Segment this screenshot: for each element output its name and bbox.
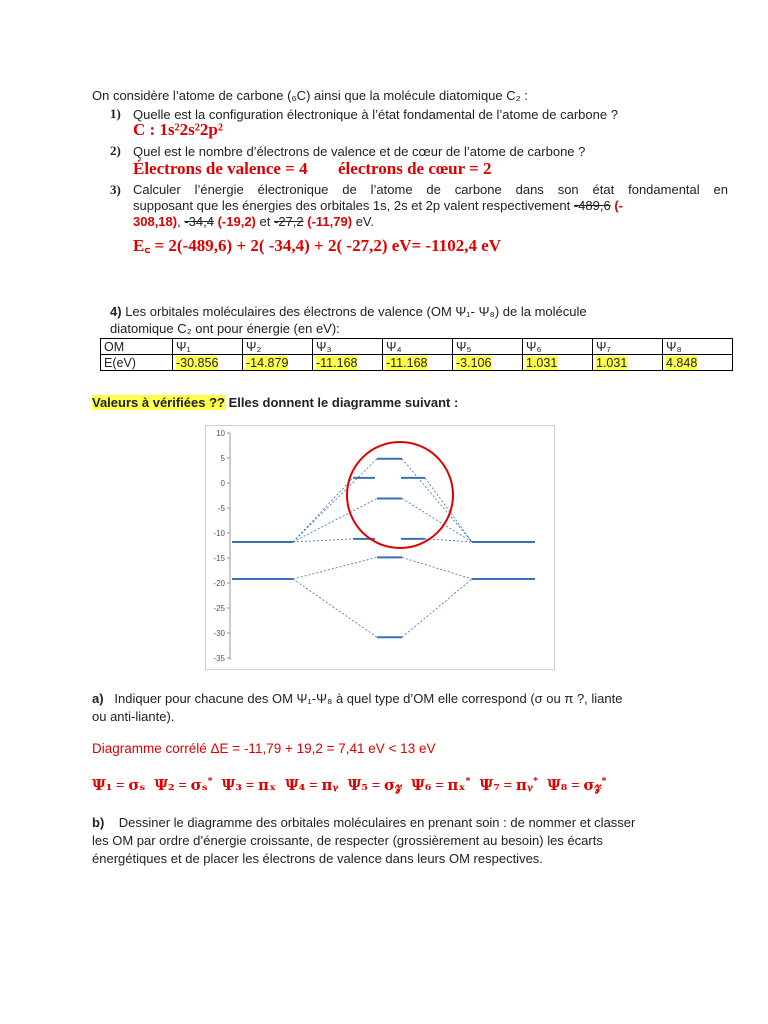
om-assignment: Ψ₃ = πₓ xyxy=(221,776,277,794)
table-value: -14.879 xyxy=(246,355,289,370)
table-cell xyxy=(173,355,243,371)
table-cell xyxy=(313,355,383,371)
assignment-om: σₛ xyxy=(128,776,146,794)
q3-value1-struck: -489,6 xyxy=(573,198,611,213)
qa-label: a) xyxy=(92,691,104,706)
y-tick-label: -15 xyxy=(213,554,225,563)
qb-label: b) xyxy=(92,815,105,830)
y-tick-label: -25 xyxy=(213,604,225,613)
assignment-om: σ𝓏 xyxy=(583,776,602,794)
assignment-psi: Ψ₃ xyxy=(221,776,242,794)
table-row xyxy=(101,355,733,371)
q3-value2-fix: (-19,2) xyxy=(217,214,256,229)
q4-line1 xyxy=(110,303,587,320)
assignment-psi: Ψ₈ xyxy=(547,776,568,794)
table-header-cell: Ψ₄ xyxy=(383,339,453,355)
q2-number: 2) xyxy=(110,143,121,158)
table-value: 1.031 xyxy=(526,355,558,370)
assignment-om: πᵧ xyxy=(515,776,534,794)
intro-text: On considère l’atome de carbone (₆C) ainsi que la molécule diatomique C₂ : xyxy=(92,88,528,103)
verify-rest: Elles donnent le diagramme suivant : xyxy=(224,395,459,410)
y-tick-label: -35 xyxy=(213,654,225,663)
table-header-cell: Ψ₇ xyxy=(593,339,663,355)
q3-value1-fix-b: 308,18) xyxy=(133,214,178,229)
qa-line1 xyxy=(92,690,623,707)
assignment-psi: Ψ₂ xyxy=(154,776,175,794)
table-cell xyxy=(593,355,663,371)
qb-line1 xyxy=(92,814,635,831)
table-cell xyxy=(523,355,593,371)
table-header-cell: Ψ₈ xyxy=(663,339,733,355)
y-tick-label: -30 xyxy=(213,629,225,638)
assignment-psi: Ψ₇ xyxy=(479,776,500,794)
q4-line2: diatomique C₂ ont pour énergie (en eV): xyxy=(110,321,340,336)
y-tick-label: -5 xyxy=(217,504,225,513)
q2-answer-core: électrons de cœur = 2 xyxy=(338,159,492,178)
om-assignment: Ψ₁ = σₛ xyxy=(92,776,146,794)
q3-value3-fix: (-11,79) xyxy=(307,214,353,229)
q3-value3-struck: -27,2 xyxy=(273,214,304,229)
table-header-cell: Ψ₂ xyxy=(243,339,313,355)
table-row-label: E(eV) xyxy=(101,355,173,371)
om-assignments xyxy=(92,776,615,795)
chart-frame xyxy=(206,426,555,670)
q2-answer-valence: Électrons de valence = 4 xyxy=(133,159,308,178)
q3-value1-fix-a: (- xyxy=(614,198,624,213)
table-cell xyxy=(243,355,313,371)
assignment-om: πₓ xyxy=(258,776,277,794)
om-energy-table xyxy=(100,338,733,371)
table-value: 4.848 xyxy=(666,355,698,370)
assignment-psi: Ψ₁ xyxy=(92,776,113,794)
qa-line2: ou anti-liante). xyxy=(92,709,175,724)
om-assignment: Ψ₈ = σ𝓏* xyxy=(547,776,607,794)
table-header-row xyxy=(101,339,733,355)
q1-number: 1) xyxy=(110,106,121,121)
q3-unit: eV. xyxy=(355,214,375,229)
q3-and: et xyxy=(259,214,271,229)
table-value: -11.168 xyxy=(386,355,428,370)
y-tick-label: -10 xyxy=(213,529,225,538)
assignment-psi: Ψ₄ xyxy=(285,776,306,794)
qb-line2: les OM par ordre d’énergie croissante, de respecter (grossièrement au besoin) les écarts xyxy=(92,833,603,848)
q1-text: Quelle est la configuration électronique à l’état fondamental de l’atome de carbone ? xyxy=(133,107,618,122)
table-value: -30.856 xyxy=(176,355,219,370)
qa-text: Indiquer pour chacune des OM Ψ₁-Ψ₈ à quel type d’OM elle correspond (σ ou π ?, liante xyxy=(114,691,623,706)
correlation-text: Diagramme corrélé ΔE = -11,79 + 19,2 = 7,41 eV < 13 eV xyxy=(92,741,436,756)
om-assignment: Ψ₆ = πₓ* xyxy=(411,776,471,794)
table-value: -3.106 xyxy=(456,355,492,370)
table-header-cell: Ψ₃ xyxy=(313,339,383,355)
q2-text: Quel est le nombre d’électrons de valence et de cœur de l’atome de carbone ? xyxy=(133,144,586,159)
table-value: -11.168 xyxy=(316,355,358,370)
q3-line2-text: supposant que les énergies des orbitales 1s, 2s et 2p valent respectivement xyxy=(133,198,571,213)
assignment-star: * xyxy=(207,776,213,787)
assignment-om: πᵧ xyxy=(321,776,339,794)
assignment-star: * xyxy=(533,776,539,787)
assignment-psi: Ψ₆ xyxy=(411,776,432,794)
om-energy-diagram xyxy=(205,425,555,670)
verify-line xyxy=(92,394,458,411)
q3-value2-struck: -34,4 xyxy=(184,214,214,229)
assignment-star: * xyxy=(601,776,607,787)
om-assignment: Ψ₇ = πᵧ* xyxy=(479,776,539,794)
om-assignment: Ψ₅ = σ𝓏 xyxy=(347,776,403,794)
om-assignment: Ψ₂ = σₛ* xyxy=(154,776,213,794)
y-tick-label: -20 xyxy=(213,579,225,588)
y-tick-label: 10 xyxy=(216,429,225,438)
q3-answer: E꜀ = 2(-489,6) + 2( -34,4) + 2( -27,2) eV= -1102,4 eV xyxy=(133,236,502,255)
assignment-psi: Ψ₅ xyxy=(347,776,368,794)
assignment-om: σₛ xyxy=(190,776,208,794)
q4-number: 4) xyxy=(110,304,122,319)
qb-line3: énergétiques et de placer les électrons de valence dans leurs OM respectives. xyxy=(92,851,543,866)
table-header-cell: OM xyxy=(101,339,173,355)
table-cell xyxy=(663,355,733,371)
verify-highlight: Valeurs à vérifiées ?? xyxy=(92,395,225,410)
om-assignment: Ψ₄ = πᵧ xyxy=(285,776,339,794)
y-tick-label: 5 xyxy=(220,454,225,463)
q3-line1: Calculer l’énergie électronique de l’atome de carbone dans son état fondamental en xyxy=(133,182,728,197)
assignment-om: πₓ xyxy=(447,776,466,794)
table-header-cell: Ψ₅ xyxy=(453,339,523,355)
qb-text: Dessiner le diagramme des orbitales moléculaires en prenant soin : de nommer et classer xyxy=(118,815,636,830)
q4-line1-text: Les orbitales moléculaires des électrons de valence (OM Ψ₁- Ψ₈) de la molécule xyxy=(125,304,587,319)
table-header-cell: Ψ₆ xyxy=(523,339,593,355)
q3-line2 xyxy=(133,197,728,214)
table-header-cell: Ψ₁ xyxy=(173,339,243,355)
q3-number: 3) xyxy=(110,182,121,197)
assignment-star: * xyxy=(465,776,471,787)
table-value: 1.031 xyxy=(596,355,628,370)
table-cell xyxy=(383,355,453,371)
q3-line3: 308,18), -34,4 (-19,2) et -27,2 (-11,79) eV. xyxy=(133,214,375,229)
q1-answer: C : 1s²2s²2p² xyxy=(133,120,223,139)
assignment-om: σ𝓏 xyxy=(384,776,403,794)
y-tick-label: 0 xyxy=(220,479,225,488)
table-cell xyxy=(453,355,523,371)
